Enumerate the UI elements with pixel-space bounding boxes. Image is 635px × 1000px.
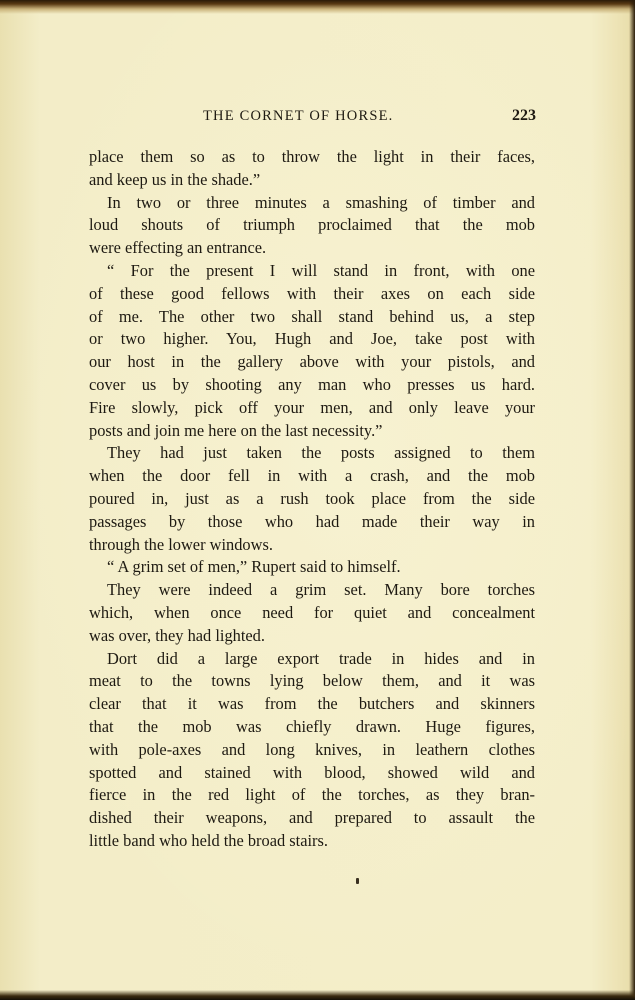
text-line: our host in the gallery above with your pistols, and bbox=[89, 352, 535, 372]
text-line: spotted and stained with blood, showed wild and bbox=[89, 762, 535, 782]
text-line: They had just taken the posts assigned to them bbox=[107, 443, 535, 463]
text-line: meat to the towns lying below them, and it was bbox=[89, 671, 535, 691]
text-line: “ For the present I will stand in front, with one bbox=[107, 260, 535, 280]
text-line: In two or three minutes a smashing of timber and bbox=[107, 192, 535, 212]
text-line: posts and join me here on the last necessity.” bbox=[89, 420, 383, 440]
text-line: or two higher. You, Hugh and Joe, take post with bbox=[89, 329, 535, 349]
page-number: 223 bbox=[512, 107, 536, 124]
text-line: place them so as to throw the light in their faces, bbox=[89, 147, 535, 166]
text-line: of me. The other two shall stand behind us, a step bbox=[89, 306, 535, 326]
text-line: fierce in the red light of the torches, as they bran- bbox=[89, 785, 535, 805]
text-line: through the lower windows. bbox=[89, 534, 273, 554]
page-bottom-shadow bbox=[0, 990, 635, 1000]
text-line: “ A grim set of men,” Rupert said to himself. bbox=[107, 557, 401, 577]
text-line: of these good fellows with their axes on each side bbox=[89, 283, 535, 303]
text-line: Fire slowly, pick off your men, and only leave your bbox=[89, 397, 535, 417]
page-right-shadow bbox=[629, 0, 635, 1000]
text-line: and keep us in the shade.” bbox=[89, 169, 261, 189]
page-top-shadow bbox=[0, 0, 635, 14]
text-line: when the door fell in with a crash, and the mob bbox=[89, 466, 535, 486]
text-line: poured in, just as a rush took place from the side bbox=[89, 488, 535, 508]
text-line: was over, they had lighted. bbox=[89, 625, 265, 645]
text-line: that the mob was chiefly drawn. Huge figures, bbox=[89, 716, 535, 736]
text-line: They were indeed a grim set. Many bore torches bbox=[107, 580, 535, 600]
body-text bbox=[89, 146, 535, 853]
text-line: little band who held the broad stairs. bbox=[89, 830, 328, 850]
text-line: passages by those who had made their way in bbox=[89, 511, 535, 531]
page-header bbox=[88, 108, 536, 128]
text-line: clear that it was from the butchers and skinners bbox=[89, 694, 535, 714]
running-title: THE CORNET OF HORSE. bbox=[203, 108, 394, 124]
text-line: Dort did a large export trade in hides and in bbox=[107, 648, 535, 668]
text-line: loud shouts of triumph proclaimed that the mob bbox=[89, 215, 535, 235]
text-line: with pole-axes and long knives, in leathern clothes bbox=[89, 739, 535, 759]
text-line: were effecting an entrance. bbox=[89, 238, 267, 258]
text-line: cover us by shooting any man who presses us hard. bbox=[89, 374, 535, 394]
text-line: dished their weapons, and prepared to assault the bbox=[89, 808, 535, 828]
text-line: which, when once need for quiet and concealment bbox=[89, 602, 535, 622]
printer-mark bbox=[356, 878, 359, 884]
